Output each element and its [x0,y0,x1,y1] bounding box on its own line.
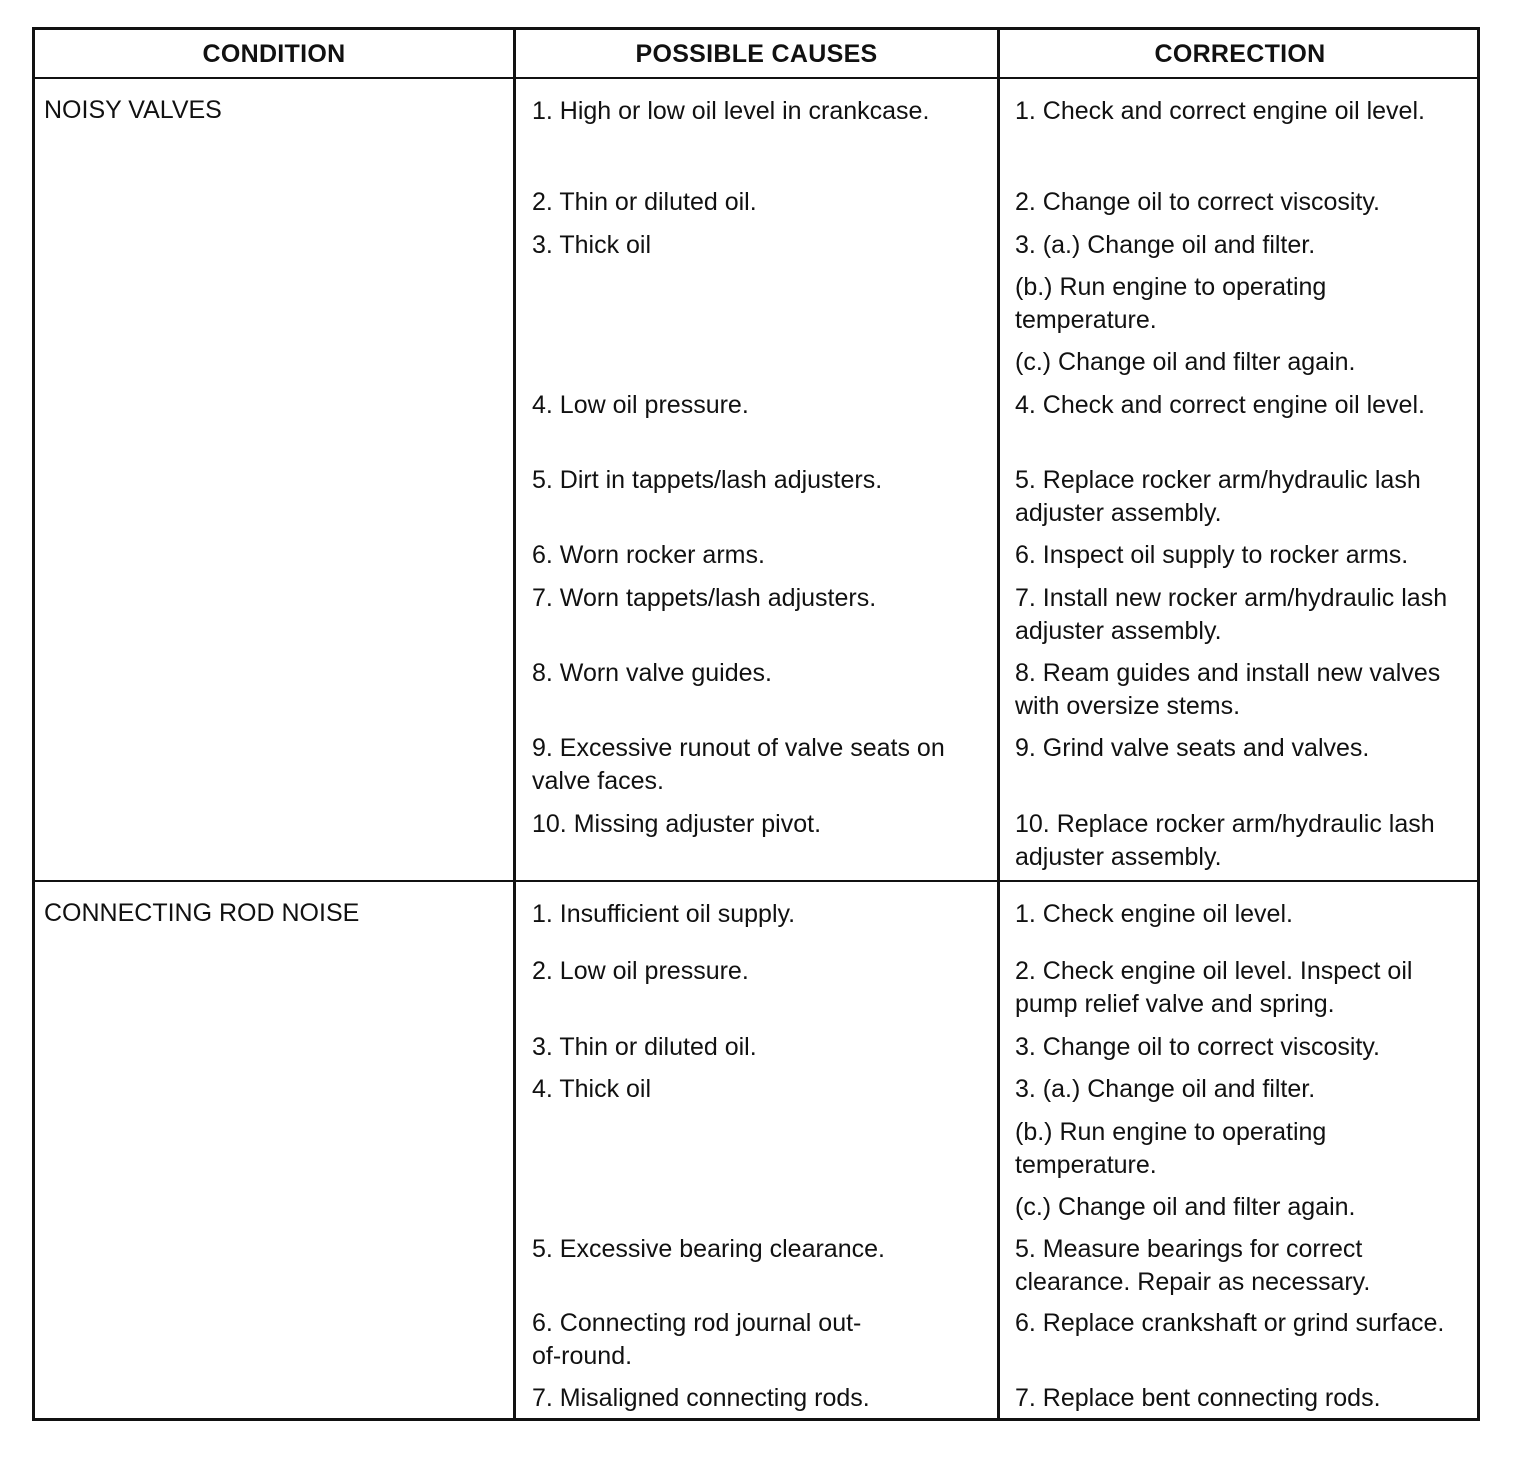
correction-item: 3. Change oil to correct viscosity. [1015,1033,1380,1061]
condition-connecting-rod-noise: CONNECTING ROD NOISE [44,899,360,927]
correction-item: 7. Install new rocker arm/hydraulic lash adjuster assembly. [1015,584,1448,645]
correction-item: 8. Ream guides and install new valves with oversize stems. [1015,659,1441,720]
cause-item: 3. Thick oil [532,231,652,259]
correction-item: 5. Measure bearings for correct clearance. Repair as necessary. [1015,1235,1371,1296]
troubleshooting-table [32,27,1480,1421]
section-divider [35,880,1477,882]
column-divider [997,30,1000,1418]
column-divider [513,30,516,1418]
correction-item: 6. Inspect oil supply to rocker arms. [1015,541,1409,569]
correction-item: 9. Grind valve seats and valves. [1015,734,1370,762]
cause-item: 6. Worn rocker arms. [532,541,765,569]
correction-item: 3. (a.) Change oil and filter. [1015,231,1316,259]
correction-item: 1. Check and correct engine oil level. [1015,97,1425,125]
correction-item: (c.) Change oil and filter again. [1015,348,1356,376]
cause-item: 1. High or low oil level in crankcase. [532,97,930,125]
cause-item: 4. Thick oil [532,1075,652,1103]
cause-item: 7. Worn tappets/lash adjusters. [532,584,877,612]
condition-noisy-valves: NOISY VALVES [44,96,222,124]
correction-item: 7. Replace bent connecting rods. [1015,1384,1381,1412]
header-correction: CORRECTION [1154,40,1326,68]
cause-item: 2. Low oil pressure. [532,957,749,985]
cause-item: 3. Thin or diluted oil. [532,1033,757,1061]
correction-item: 1. Check engine oil level. [1015,900,1293,928]
correction-item: (c.) Change oil and filter again. [1015,1193,1356,1221]
correction-item: 4. Check and correct engine oil level. [1015,391,1425,419]
cause-item: 5. Excessive bearing clearance. [532,1235,885,1263]
cause-item: 7. Misaligned connecting rods. [532,1384,870,1412]
correction-item: 3. (a.) Change oil and filter. [1015,1075,1316,1103]
header-possible-causes: POSSIBLE CAUSES [635,40,878,68]
correction-item: 5. Replace rocker arm/hydraulic lash adjuster assembly. [1015,466,1421,527]
cause-item: 5. Dirt in tappets/lash adjusters. [532,466,883,494]
correction-item: 2. Check engine oil level. Inspect oil pump relief valve and spring. [1015,957,1413,1018]
cause-item: 6. Connecting rod journal out-of-round. [532,1309,862,1370]
header-condition: CONDITION [202,40,346,68]
correction-item: 6. Replace crankshaft or grind surface. [1015,1309,1445,1337]
cause-item: 1. Insufficient oil supply. [532,900,796,928]
correction-item: 2. Change oil to correct viscosity. [1015,188,1380,216]
cause-item: 8. Worn valve guides. [532,659,772,687]
cause-item: 9. Excessive runout of valve seats on valve faces. [532,734,945,795]
cause-item: 2. Thin or diluted oil. [532,188,757,216]
correction-item: 10. Replace rocker arm/hydraulic lash adjuster assembly. [1015,810,1435,871]
correction-item: (b.) Run engine to operating temperature. [1015,273,1327,334]
cause-item: 4. Low oil pressure. [532,391,749,419]
correction-item: (b.) Run engine to operating temperature. [1015,1118,1327,1179]
cause-item: 10. Missing adjuster pivot. [532,810,822,838]
